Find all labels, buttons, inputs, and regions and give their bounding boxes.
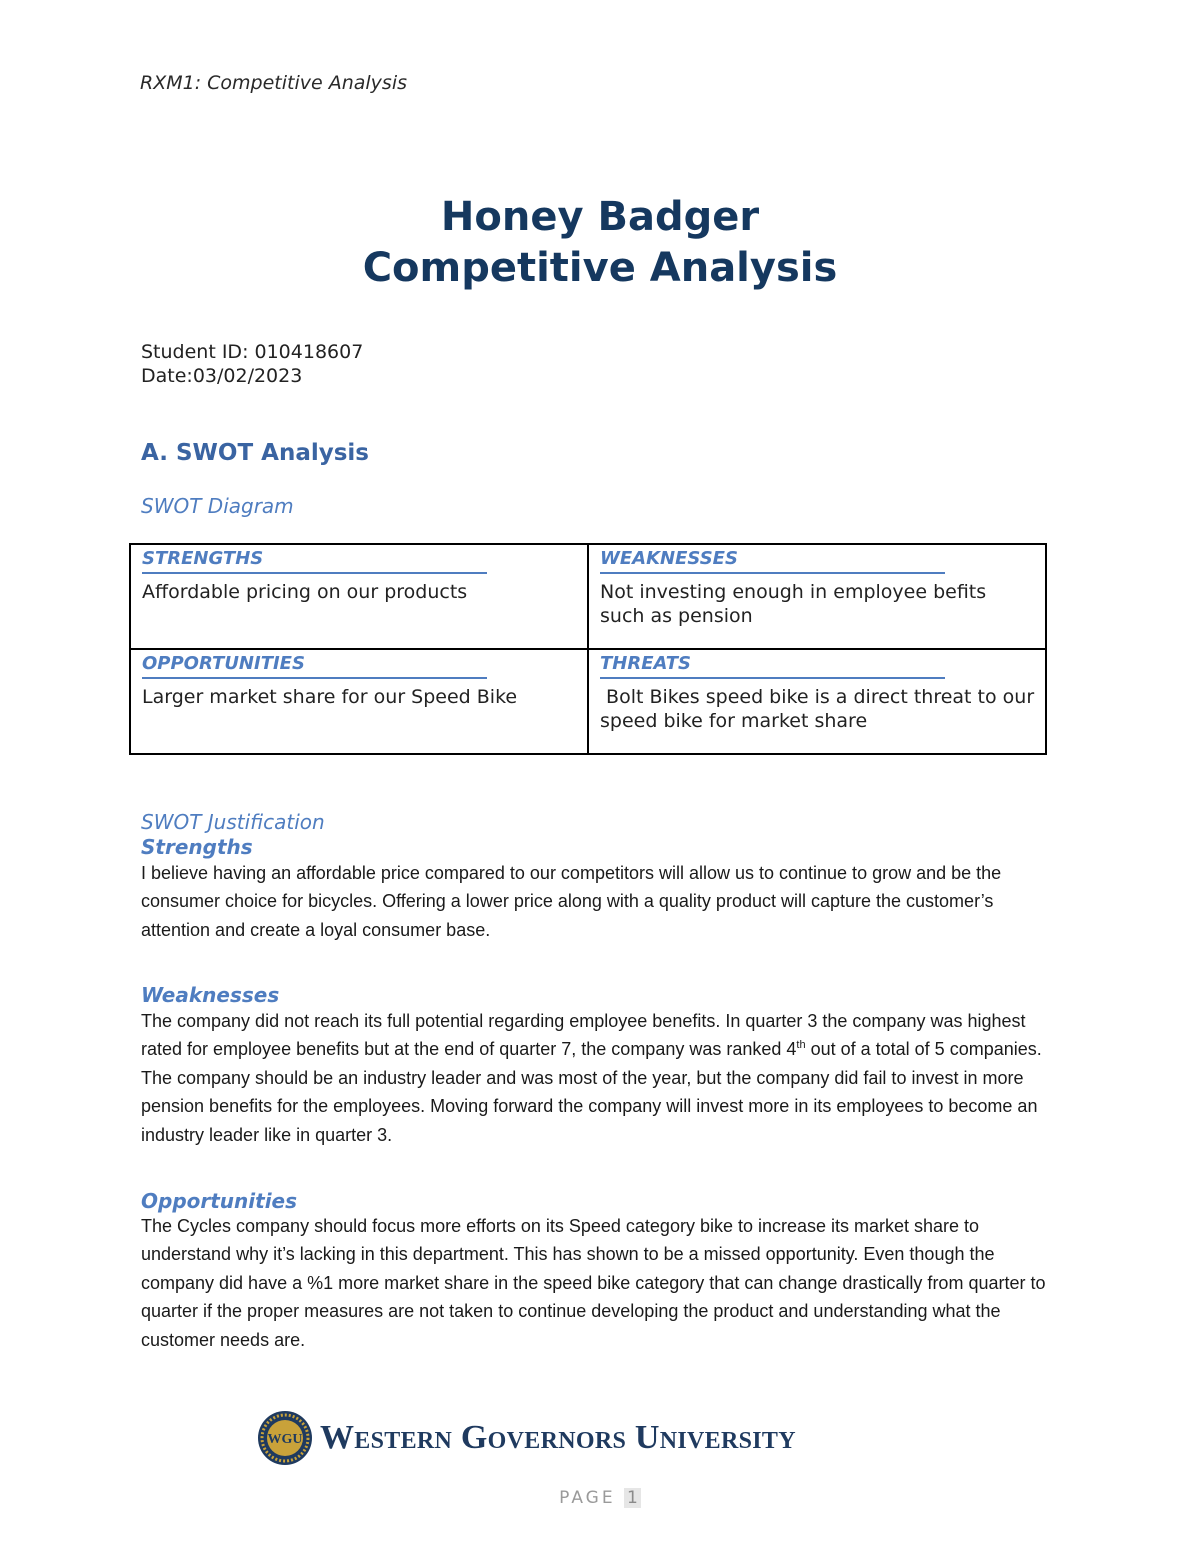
swot-text-opportunities: Larger market share for our Speed Bike — [142, 686, 518, 708]
student-meta — [141, 340, 363, 388]
section-heading-swot: A. SWOT Analysis — [141, 440, 369, 466]
university-seal-icon — [257, 1410, 313, 1466]
opportunities-paragraph: The Cycles company should focus more efforts on its Speed category bike to increase its market share to understand why it’s lacking in this department. This has shown to be a missed opportunity. Even though the company did have a %1 more market share in the speed bike category that can change drastically from quarter to quarter if the proper measures are not taken to continue developing the product and understanding what the customer needs are. — [141, 1216, 1046, 1350]
seal-monogram: WGU — [267, 1432, 303, 1447]
document-date: Date:03/02/2023 — [141, 365, 303, 387]
title-line-2: Competitive Analysis — [362, 245, 838, 291]
ordinal-suffix: th — [796, 1039, 806, 1052]
wgu-logo — [257, 1410, 796, 1466]
weaknesses-heading: Weaknesses — [141, 983, 280, 1007]
swot-label-weaknesses: WEAKNESSES — [600, 547, 945, 574]
swot-cell-opportunities — [130, 649, 588, 754]
opportunities-heading: Opportunities — [141, 1189, 298, 1213]
swot-diagram-label: SWOT Diagram — [141, 494, 294, 518]
swot-cell-weaknesses — [588, 544, 1046, 649]
swot-cell-strengths — [130, 544, 588, 649]
running-header: RXM1: Competitive Analysis — [140, 72, 408, 94]
swot-text-threats: Bolt Bikes speed bike is a direct threat to our speed bike for market share — [600, 686, 1041, 732]
swot-label-strengths: STRENGTHS — [142, 547, 487, 574]
page-label: PAGE — [559, 1488, 616, 1508]
strengths-heading: Strengths — [141, 835, 253, 859]
swot-text-weaknesses: Not investing enough in employee befits such as pension — [600, 581, 987, 627]
student-id: Student ID: 010418607 — [141, 341, 364, 363]
swot-table — [129, 543, 1047, 755]
weaknesses-paragraph — [141, 1007, 1061, 1149]
page-number-value: 1 — [624, 1488, 641, 1508]
swot-text-strengths: Affordable pricing on our products — [142, 581, 468, 603]
title-line-1: Honey Badger — [440, 194, 760, 240]
strengths-paragraph: I believe having an affordable price compared to our competitors will allow us to continue to grow and be the consumer choice for bicycles. Offering a lower price along with a quality product will capture the customer’s attention and create a loyal consumer base. — [141, 863, 1002, 940]
document-title — [0, 192, 1200, 294]
swot-label-threats: THREATS — [600, 652, 945, 679]
page-number — [0, 1488, 1200, 1508]
swot-cell-threats — [588, 649, 1046, 754]
swot-justification-label: SWOT Justification — [141, 810, 325, 834]
swot-label-opportunities: OPPORTUNITIES — [142, 652, 487, 679]
weaknesses-text-2: out of a total of 5 companies. The company should be an industry leader and was most of the year, but the company did fail to invest in more pension benefits for the employees. Moving forward the company will invest more in its employees to become an industry leader like in quarter 3. — [141, 1039, 1042, 1145]
weaknesses-text-1: The company did not reach its full potential regarding employee benefits. In quarter 3 the company was highest rated for employee benefits but at the end of quarter 7, the company was ranked 4 — [141, 1011, 1026, 1060]
wgu-wordmark: Western Governors University — [320, 1419, 796, 1456]
